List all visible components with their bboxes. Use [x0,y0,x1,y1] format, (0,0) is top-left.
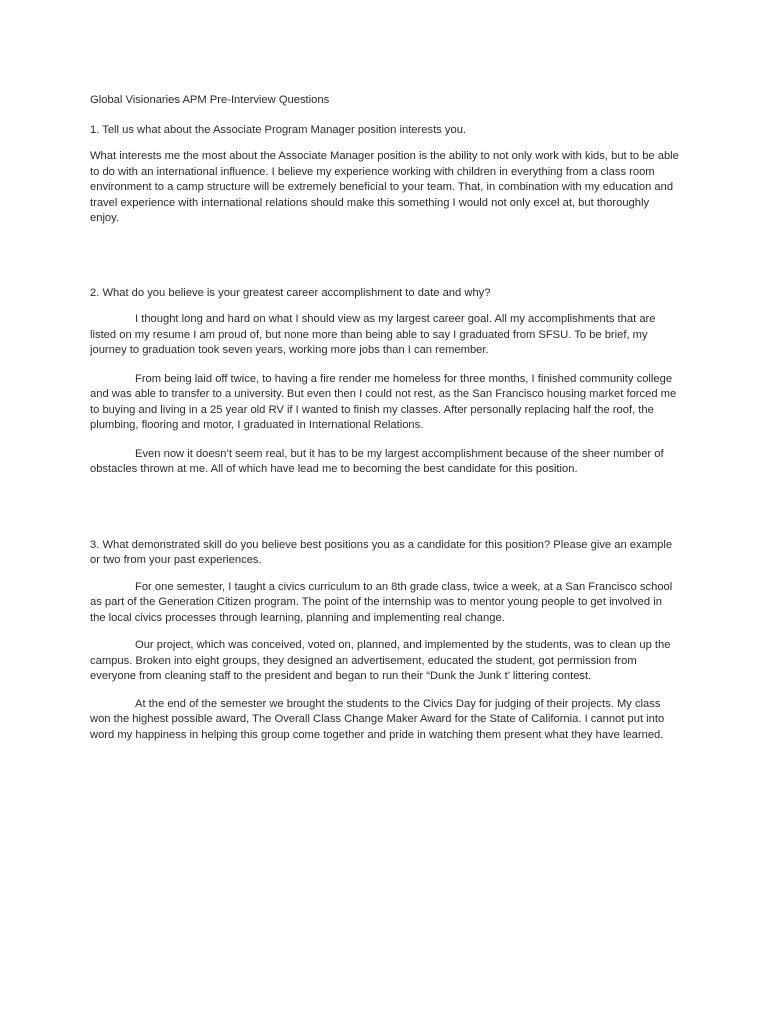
answer-3 [90,580,680,744]
document-page [90,93,680,755]
answer-3-paragraph-2: Our project, which was conceived, voted on, planned, and implemented by the students, was to clean up the campus. Broken into eight groups, they designed an advertisement, educated the student, got permission from everyone from cleaning staff to the president and began to run their “Dunk the Junk t’ littering contest. [90,639,671,682]
answer-3-paragraph-1: For one semester, I taught a civics curriculum to an 8th grade class, twice a week, at a San Francisco school as part of the Generation Citizen program. The point of the internship was to mentor young people to get involved in the local civics processes through learning, planning and implementing real change. [90,580,673,624]
question-3: 3. What demonstrated skill do you believe best positions you as a candidate for this position? Please give an example or two from your past experiences. [90,538,673,566]
section-spacer [90,491,680,538]
answer-2-paragraph-3: Even now it doesn’t seem real, but it has to be my largest accomplishment because of the sheer number of obstacles thrown at me. All of which have lead me to becoming the best candidate for this position. [90,447,664,475]
answer-3-paragraph-3: At the end of the semester we brought the students to the Civics Day for judging of their projects. My class won the highest possible award, The Overall Class Change Maker Award for the State of California. I cannot put into word my happiness in helping this group come together and pride in watching them present what they have learned. [90,697,665,741]
answer-2-paragraph-2: From being laid off twice, to having a fire render me homeless for three months, I finished community college and was able to transfer to a university. But even then I could not rest, as the San Francisco housing market forced me to buying and living in a 25 year old RV if I wanted to finish my classes. After personally replacing half the roof, the plumbing, flooring and motor, I graduated in International Relations. [90,372,677,431]
question-2: 2. What do you believe is your greatest career accomplishment to date and why? [90,286,491,299]
document-title: Global Visionaries APM Pre-Interview Questions [90,94,330,106]
answer-1-paragraph-1: What interests me the most about the Associate Manager position is the ability to not only work with kids, but to be able to do with an international influence. I believe my experience working with children in everything from a class room environment to a camp structure will be extremely beneficial to your team. That, in combination with my education and travel experience with international relations should make this something I would not only excel at, but thoroughly enjoy. [90,150,679,224]
question-1: 1. Tell us what about the Associate Program Manager position interests you. [90,123,467,136]
section-spacer [90,239,680,286]
answer-2-paragraph-1: I thought long and hard on what I should view as my largest career goal. All my accomplishments that are listed on my resume I am proud of, but none more than being able to say I graduated from SFSU. To be brief, my journey to graduation took seven years, working more jobs than I can remember. [90,313,656,356]
answer-2 [90,312,680,478]
